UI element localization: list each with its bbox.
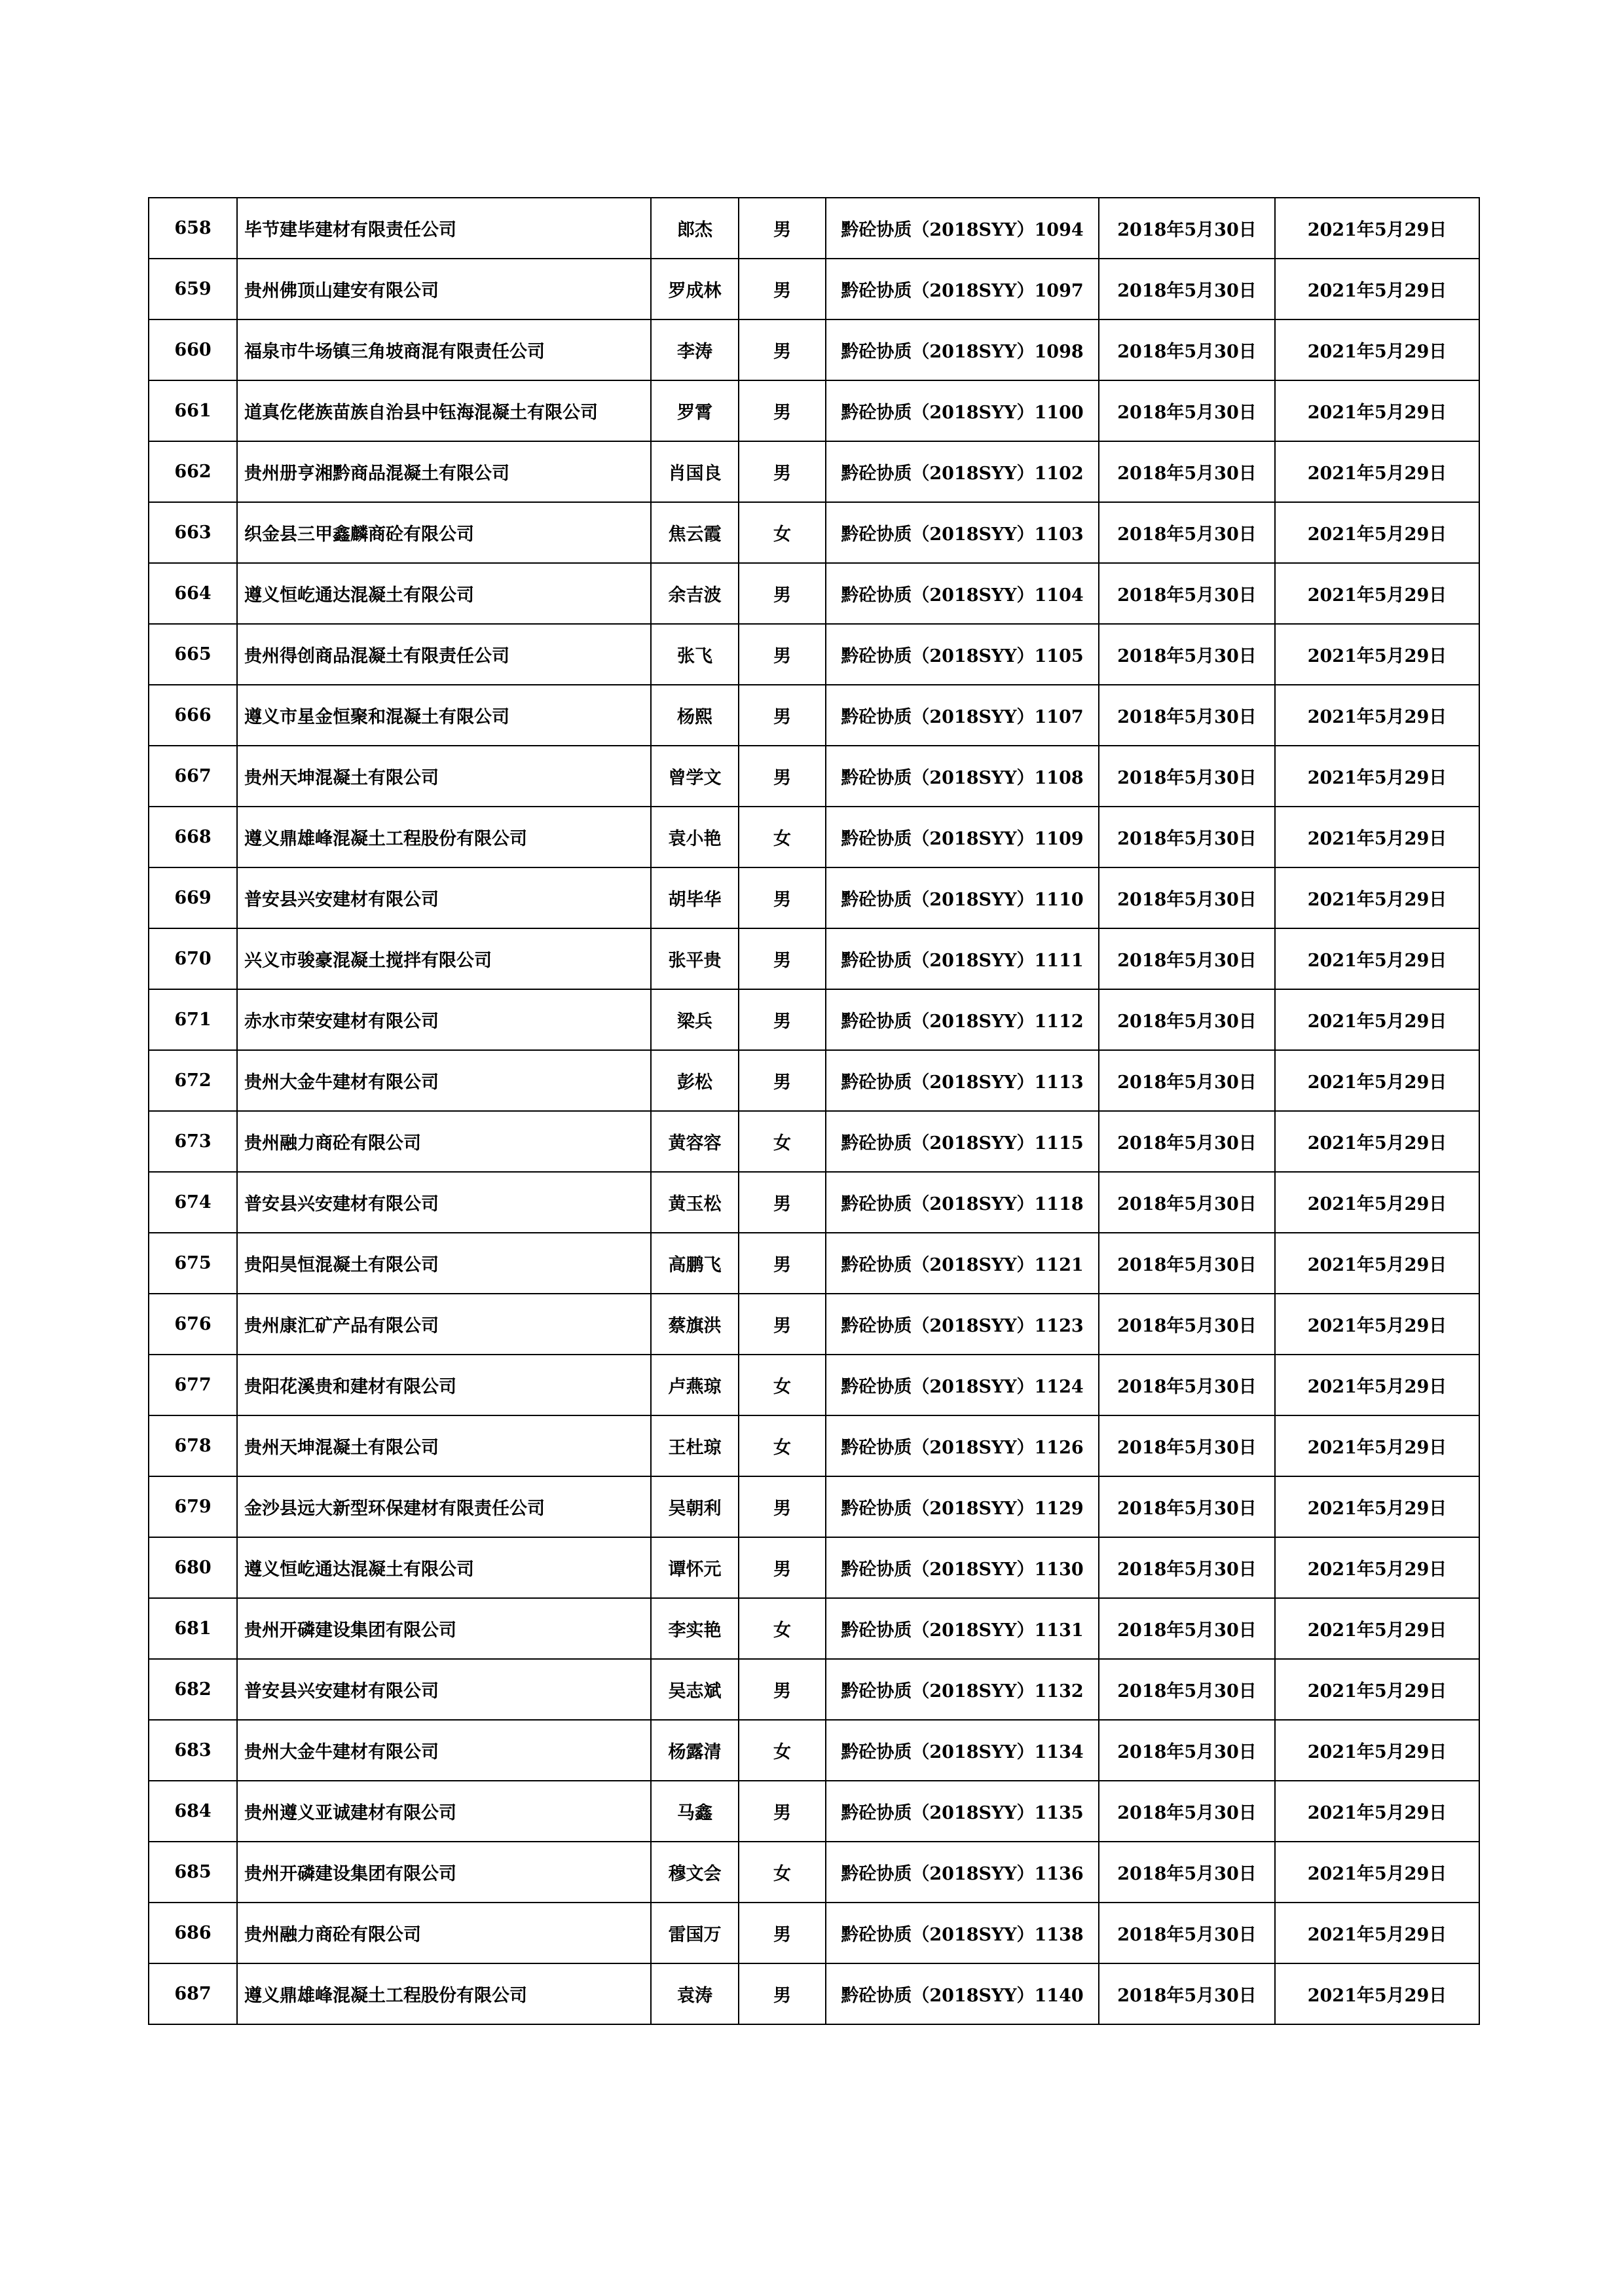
issue-date-cell: 2018年5月30日 — [1099, 1659, 1275, 1720]
certificate-number-cell: 黔砼协质（2018SYY）1118 — [826, 1172, 1099, 1233]
gender-cell: 男 — [739, 319, 826, 380]
table-row — [149, 989, 1479, 1050]
expiry-date-cell: 2021年5月29日 — [1275, 928, 1479, 989]
company-name-cell: 织金县三甲鑫麟商砼有限公司 — [237, 502, 651, 563]
issue-date-cell: 2018年5月30日 — [1099, 807, 1275, 867]
table-row — [149, 319, 1479, 380]
table-row — [149, 441, 1479, 502]
gender-cell: 男 — [739, 989, 826, 1050]
gender-cell: 男 — [739, 441, 826, 502]
row-number-cell: 687 — [149, 1963, 237, 2024]
expiry-date-cell: 2021年5月29日 — [1275, 746, 1479, 807]
expiry-date-cell: 2021年5月29日 — [1275, 1720, 1479, 1781]
person-name-cell: 黄玉松 — [651, 1172, 739, 1233]
issue-date-cell: 2018年5月30日 — [1099, 441, 1275, 502]
certificate-number-cell: 黔砼协质（2018SYY）1131 — [826, 1598, 1099, 1659]
person-name-cell: 罗成林 — [651, 259, 739, 319]
expiry-date-cell: 2021年5月29日 — [1275, 319, 1479, 380]
company-name-cell: 遵义恒屹通达混凝土有限公司 — [237, 563, 651, 624]
issue-date-cell: 2018年5月30日 — [1099, 685, 1275, 746]
person-name-cell: 李实艳 — [651, 1598, 739, 1659]
person-name-cell: 杨熙 — [651, 685, 739, 746]
row-number-cell: 686 — [149, 1903, 237, 1963]
issue-date-cell: 2018年5月30日 — [1099, 1720, 1275, 1781]
expiry-date-cell: 2021年5月29日 — [1275, 867, 1479, 928]
row-number-cell: 682 — [149, 1659, 237, 1720]
company-name-cell: 福泉市牛场镇三角坡商混有限责任公司 — [237, 319, 651, 380]
row-number-cell: 661 — [149, 380, 237, 441]
gender-cell: 男 — [739, 685, 826, 746]
person-name-cell: 吴志斌 — [651, 1659, 739, 1720]
issue-date-cell: 2018年5月30日 — [1099, 1415, 1275, 1476]
row-number-cell: 663 — [149, 502, 237, 563]
company-name-cell: 道真仡佬族苗族自治县中钰海混凝土有限公司 — [237, 380, 651, 441]
table-row — [149, 1355, 1479, 1415]
row-number-cell: 664 — [149, 563, 237, 624]
expiry-date-cell: 2021年5月29日 — [1275, 259, 1479, 319]
issue-date-cell: 2018年5月30日 — [1099, 1172, 1275, 1233]
company-name-cell: 贵州天坤混凝土有限公司 — [237, 746, 651, 807]
person-name-cell: 肖国良 — [651, 441, 739, 502]
gender-cell: 男 — [739, 1172, 826, 1233]
expiry-date-cell: 2021年5月29日 — [1275, 1050, 1479, 1111]
expiry-date-cell: 2021年5月29日 — [1275, 1537, 1479, 1598]
certificate-number-cell: 黔砼协质（2018SYY）1136 — [826, 1842, 1099, 1903]
gender-cell: 男 — [739, 928, 826, 989]
expiry-date-cell: 2021年5月29日 — [1275, 1598, 1479, 1659]
company-name-cell: 贵州开磷建设集团有限公司 — [237, 1598, 651, 1659]
row-number-cell: 677 — [149, 1355, 237, 1415]
table-row — [149, 1598, 1479, 1659]
issue-date-cell: 2018年5月30日 — [1099, 624, 1275, 685]
company-name-cell: 贵州天坤混凝土有限公司 — [237, 1415, 651, 1476]
person-name-cell: 黄容容 — [651, 1111, 739, 1172]
person-name-cell: 卢燕琼 — [651, 1355, 739, 1415]
issue-date-cell: 2018年5月30日 — [1099, 1963, 1275, 2024]
person-name-cell: 吴朝利 — [651, 1476, 739, 1537]
gender-cell: 男 — [739, 380, 826, 441]
table-row — [149, 1476, 1479, 1537]
gender-cell: 男 — [739, 1050, 826, 1111]
person-name-cell: 焦云霞 — [651, 502, 739, 563]
table-row — [149, 1415, 1479, 1476]
issue-date-cell: 2018年5月30日 — [1099, 1050, 1275, 1111]
person-name-cell: 雷国万 — [651, 1903, 739, 1963]
table-row — [149, 1963, 1479, 2024]
person-name-cell: 王杜琼 — [651, 1415, 739, 1476]
gender-cell: 男 — [739, 1659, 826, 1720]
expiry-date-cell: 2021年5月29日 — [1275, 198, 1479, 259]
issue-date-cell: 2018年5月30日 — [1099, 198, 1275, 259]
row-number-cell: 675 — [149, 1233, 237, 1294]
gender-cell: 女 — [739, 1355, 826, 1415]
certificate-number-cell: 黔砼协质（2018SYY）1138 — [826, 1903, 1099, 1963]
table-row — [149, 685, 1479, 746]
certificate-number-cell: 黔砼协质（2018SYY）1105 — [826, 624, 1099, 685]
gender-cell: 男 — [739, 1963, 826, 2024]
row-number-cell: 680 — [149, 1537, 237, 1598]
row-number-cell: 685 — [149, 1842, 237, 1903]
issue-date-cell: 2018年5月30日 — [1099, 1111, 1275, 1172]
row-number-cell: 662 — [149, 441, 237, 502]
company-name-cell: 贵州佛顶山建安有限公司 — [237, 259, 651, 319]
company-name-cell: 遵义市星金恒聚和混凝土有限公司 — [237, 685, 651, 746]
expiry-date-cell: 2021年5月29日 — [1275, 1111, 1479, 1172]
issue-date-cell: 2018年5月30日 — [1099, 867, 1275, 928]
row-number-cell: 681 — [149, 1598, 237, 1659]
company-name-cell: 普安县兴安建材有限公司 — [237, 1172, 651, 1233]
issue-date-cell: 2018年5月30日 — [1099, 319, 1275, 380]
records-table-body — [149, 198, 1479, 2024]
expiry-date-cell: 2021年5月29日 — [1275, 807, 1479, 867]
person-name-cell: 谭怀元 — [651, 1537, 739, 1598]
person-name-cell: 蔡旗洪 — [651, 1294, 739, 1355]
row-number-cell: 659 — [149, 259, 237, 319]
gender-cell: 男 — [739, 259, 826, 319]
company-name-cell: 贵州融力商砼有限公司 — [237, 1903, 651, 1963]
table-row — [149, 380, 1479, 441]
gender-cell: 男 — [739, 867, 826, 928]
company-name-cell: 贵州融力商砼有限公司 — [237, 1111, 651, 1172]
certificate-records-table — [148, 197, 1480, 2025]
expiry-date-cell: 2021年5月29日 — [1275, 1842, 1479, 1903]
table-row — [149, 259, 1479, 319]
gender-cell: 男 — [739, 746, 826, 807]
company-name-cell: 贵州康汇矿产品有限公司 — [237, 1294, 651, 1355]
company-name-cell: 贵阳花溪贵和建材有限公司 — [237, 1355, 651, 1415]
issue-date-cell: 2018年5月30日 — [1099, 1781, 1275, 1842]
issue-date-cell: 2018年5月30日 — [1099, 1903, 1275, 1963]
table-row — [149, 807, 1479, 867]
company-name-cell: 毕节建毕建材有限责任公司 — [237, 198, 651, 259]
expiry-date-cell: 2021年5月29日 — [1275, 624, 1479, 685]
certificate-number-cell: 黔砼协质（2018SYY）1097 — [826, 259, 1099, 319]
table-row — [149, 1050, 1479, 1111]
certificate-number-cell: 黔砼协质（2018SYY）1126 — [826, 1415, 1099, 1476]
certificate-number-cell: 黔砼协质（2018SYY）1135 — [826, 1781, 1099, 1842]
person-name-cell: 余吉波 — [651, 563, 739, 624]
person-name-cell: 彭松 — [651, 1050, 739, 1111]
row-number-cell: 670 — [149, 928, 237, 989]
issue-date-cell: 2018年5月30日 — [1099, 1355, 1275, 1415]
issue-date-cell: 2018年5月30日 — [1099, 1598, 1275, 1659]
row-number-cell: 679 — [149, 1476, 237, 1537]
person-name-cell: 罗霄 — [651, 380, 739, 441]
issue-date-cell: 2018年5月30日 — [1099, 1294, 1275, 1355]
company-name-cell: 遵义鼎雄峰混凝土工程股份有限公司 — [237, 807, 651, 867]
gender-cell: 女 — [739, 502, 826, 563]
certificate-number-cell: 黔砼协质（2018SYY）1123 — [826, 1294, 1099, 1355]
certificate-number-cell: 黔砼协质（2018SYY）1121 — [826, 1233, 1099, 1294]
issue-date-cell: 2018年5月30日 — [1099, 259, 1275, 319]
expiry-date-cell: 2021年5月29日 — [1275, 1903, 1479, 1963]
table-row — [149, 1842, 1479, 1903]
table-row — [149, 928, 1479, 989]
table-row — [149, 1781, 1479, 1842]
certificate-number-cell: 黔砼协质（2018SYY）1108 — [826, 746, 1099, 807]
issue-date-cell: 2018年5月30日 — [1099, 1842, 1275, 1903]
person-name-cell: 杨露清 — [651, 1720, 739, 1781]
expiry-date-cell: 2021年5月29日 — [1275, 1963, 1479, 2024]
company-name-cell: 贵州册亨湘黔商品混凝土有限公司 — [237, 441, 651, 502]
certificate-number-cell: 黔砼协质（2018SYY）1130 — [826, 1537, 1099, 1598]
row-number-cell: 665 — [149, 624, 237, 685]
table-row — [149, 746, 1479, 807]
gender-cell: 男 — [739, 198, 826, 259]
gender-cell: 男 — [739, 1476, 826, 1537]
table-row — [149, 624, 1479, 685]
table-row — [149, 1233, 1479, 1294]
table-row — [149, 563, 1479, 624]
gender-cell: 男 — [739, 1781, 826, 1842]
issue-date-cell: 2018年5月30日 — [1099, 502, 1275, 563]
expiry-date-cell: 2021年5月29日 — [1275, 989, 1479, 1050]
gender-cell: 女 — [739, 1842, 826, 1903]
gender-cell: 女 — [739, 807, 826, 867]
certificate-number-cell: 黔砼协质（2018SYY）1111 — [826, 928, 1099, 989]
table-row — [149, 1294, 1479, 1355]
row-number-cell: 669 — [149, 867, 237, 928]
expiry-date-cell: 2021年5月29日 — [1275, 1355, 1479, 1415]
certificate-number-cell: 黔砼协质（2018SYY）1113 — [826, 1050, 1099, 1111]
table-row — [149, 1903, 1479, 1963]
certificate-number-cell: 黔砼协质（2018SYY）1109 — [826, 807, 1099, 867]
expiry-date-cell: 2021年5月29日 — [1275, 441, 1479, 502]
person-name-cell: 李涛 — [651, 319, 739, 380]
company-name-cell: 贵州得创商品混凝土有限责任公司 — [237, 624, 651, 685]
expiry-date-cell: 2021年5月29日 — [1275, 1233, 1479, 1294]
company-name-cell: 金沙县远大新型环保建材有限责任公司 — [237, 1476, 651, 1537]
person-name-cell: 马鑫 — [651, 1781, 739, 1842]
company-name-cell: 普安县兴安建材有限公司 — [237, 867, 651, 928]
certificate-number-cell: 黔砼协质（2018SYY）1112 — [826, 989, 1099, 1050]
company-name-cell: 遵义恒屹通达混凝土有限公司 — [237, 1537, 651, 1598]
row-number-cell: 673 — [149, 1111, 237, 1172]
gender-cell: 男 — [739, 563, 826, 624]
issue-date-cell: 2018年5月30日 — [1099, 1537, 1275, 1598]
expiry-date-cell: 2021年5月29日 — [1275, 1781, 1479, 1842]
company-name-cell: 普安县兴安建材有限公司 — [237, 1659, 651, 1720]
issue-date-cell: 2018年5月30日 — [1099, 989, 1275, 1050]
person-name-cell: 曾学文 — [651, 746, 739, 807]
certificate-number-cell: 黔砼协质（2018SYY）1094 — [826, 198, 1099, 259]
issue-date-cell: 2018年5月30日 — [1099, 1233, 1275, 1294]
issue-date-cell: 2018年5月30日 — [1099, 928, 1275, 989]
row-number-cell: 676 — [149, 1294, 237, 1355]
certificate-number-cell: 黔砼协质（2018SYY）1129 — [826, 1476, 1099, 1537]
row-number-cell: 672 — [149, 1050, 237, 1111]
certificate-number-cell: 黔砼协质（2018SYY）1103 — [826, 502, 1099, 563]
row-number-cell: 660 — [149, 319, 237, 380]
person-name-cell: 张飞 — [651, 624, 739, 685]
person-name-cell: 张平贵 — [651, 928, 739, 989]
row-number-cell: 678 — [149, 1415, 237, 1476]
table-row — [149, 1172, 1479, 1233]
expiry-date-cell: 2021年5月29日 — [1275, 1415, 1479, 1476]
certificate-number-cell: 黔砼协质（2018SYY）1098 — [826, 319, 1099, 380]
company-name-cell: 贵州遵义亚诚建材有限公司 — [237, 1781, 651, 1842]
table-row — [149, 867, 1479, 928]
issue-date-cell: 2018年5月30日 — [1099, 1476, 1275, 1537]
certificate-number-cell: 黔砼协质（2018SYY）1140 — [826, 1963, 1099, 2024]
row-number-cell: 683 — [149, 1720, 237, 1781]
gender-cell: 女 — [739, 1415, 826, 1476]
expiry-date-cell: 2021年5月29日 — [1275, 563, 1479, 624]
row-number-cell: 668 — [149, 807, 237, 867]
person-name-cell: 袁小艳 — [651, 807, 739, 867]
row-number-cell: 674 — [149, 1172, 237, 1233]
table-row — [149, 198, 1479, 259]
person-name-cell: 郎杰 — [651, 198, 739, 259]
expiry-date-cell: 2021年5月29日 — [1275, 1172, 1479, 1233]
table-row — [149, 1659, 1479, 1720]
expiry-date-cell: 2021年5月29日 — [1275, 685, 1479, 746]
gender-cell: 女 — [739, 1598, 826, 1659]
gender-cell: 男 — [739, 1903, 826, 1963]
issue-date-cell: 2018年5月30日 — [1099, 563, 1275, 624]
company-name-cell: 遵义鼎雄峰混凝土工程股份有限公司 — [237, 1963, 651, 2024]
gender-cell: 女 — [739, 1720, 826, 1781]
person-name-cell: 穆文会 — [651, 1842, 739, 1903]
row-number-cell: 671 — [149, 989, 237, 1050]
certificate-number-cell: 黔砼协质（2018SYY）1115 — [826, 1111, 1099, 1172]
expiry-date-cell: 2021年5月29日 — [1275, 1476, 1479, 1537]
company-name-cell: 赤水市荣安建材有限公司 — [237, 989, 651, 1050]
gender-cell: 男 — [739, 624, 826, 685]
certificate-number-cell: 黔砼协质（2018SYY）1124 — [826, 1355, 1099, 1415]
row-number-cell: 658 — [149, 198, 237, 259]
expiry-date-cell: 2021年5月29日 — [1275, 380, 1479, 441]
gender-cell: 男 — [739, 1294, 826, 1355]
expiry-date-cell: 2021年5月29日 — [1275, 1659, 1479, 1720]
company-name-cell: 贵阳昊恒混凝土有限公司 — [237, 1233, 651, 1294]
issue-date-cell: 2018年5月30日 — [1099, 380, 1275, 441]
issue-date-cell: 2018年5月30日 — [1099, 746, 1275, 807]
certificate-number-cell: 黔砼协质（2018SYY）1102 — [826, 441, 1099, 502]
person-name-cell: 袁涛 — [651, 1963, 739, 2024]
gender-cell: 男 — [739, 1233, 826, 1294]
row-number-cell: 666 — [149, 685, 237, 746]
table-row — [149, 502, 1479, 563]
certificate-number-cell: 黔砼协质（2018SYY）1100 — [826, 380, 1099, 441]
certificate-number-cell: 黔砼协质（2018SYY）1134 — [826, 1720, 1099, 1781]
company-name-cell: 贵州开磷建设集团有限公司 — [237, 1842, 651, 1903]
table-row — [149, 1111, 1479, 1172]
person-name-cell: 高鹏飞 — [651, 1233, 739, 1294]
company-name-cell: 贵州大金牛建材有限公司 — [237, 1050, 651, 1111]
company-name-cell: 贵州大金牛建材有限公司 — [237, 1720, 651, 1781]
row-number-cell: 684 — [149, 1781, 237, 1842]
company-name-cell: 兴义市骏豪混凝土搅拌有限公司 — [237, 928, 651, 989]
certificate-number-cell: 黔砼协质（2018SYY）1107 — [826, 685, 1099, 746]
certificate-number-cell: 黔砼协质（2018SYY）1132 — [826, 1659, 1099, 1720]
gender-cell: 男 — [739, 1537, 826, 1598]
expiry-date-cell: 2021年5月29日 — [1275, 502, 1479, 563]
table-row — [149, 1537, 1479, 1598]
certificate-number-cell: 黔砼协质（2018SYY）1104 — [826, 563, 1099, 624]
table-row — [149, 1720, 1479, 1781]
certificate-number-cell: 黔砼协质（2018SYY）1110 — [826, 867, 1099, 928]
gender-cell: 女 — [739, 1111, 826, 1172]
row-number-cell: 667 — [149, 746, 237, 807]
expiry-date-cell: 2021年5月29日 — [1275, 1294, 1479, 1355]
person-name-cell: 梁兵 — [651, 989, 739, 1050]
person-name-cell: 胡毕华 — [651, 867, 739, 928]
